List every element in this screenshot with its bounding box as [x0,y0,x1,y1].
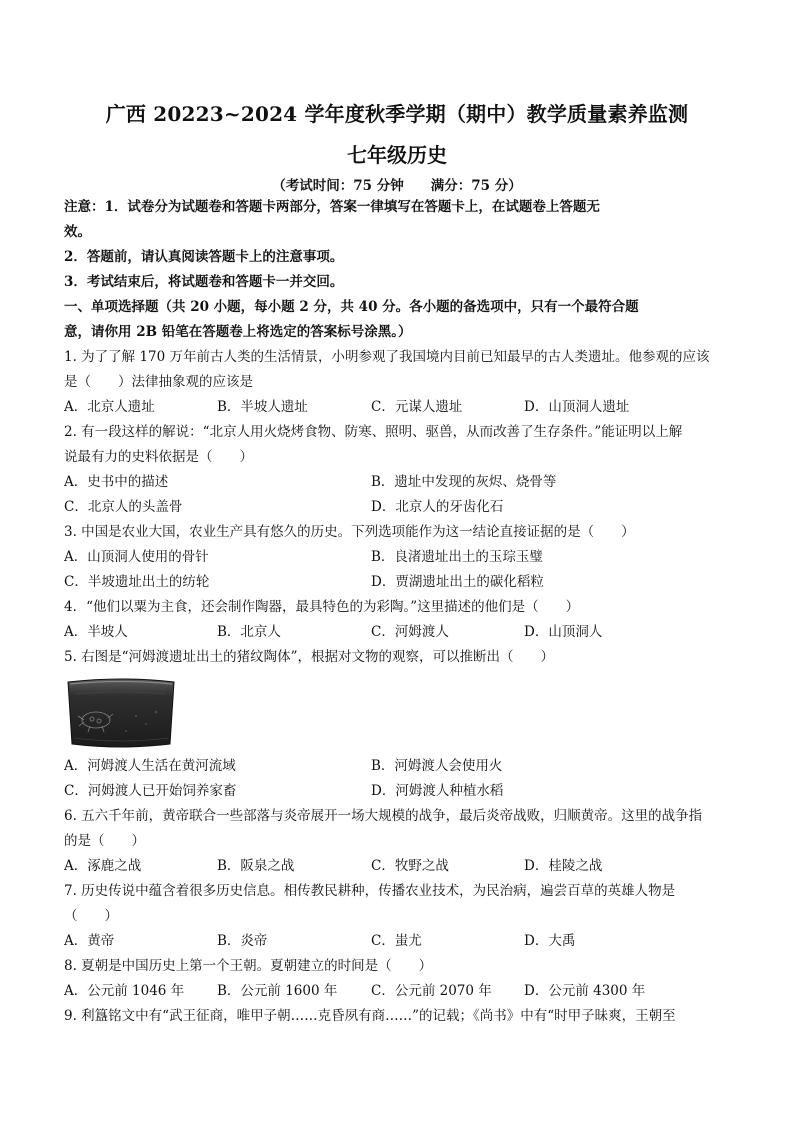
q1-option-a: A．北京人遗址 [64,399,155,415]
section-heading-line-1: 一、单项选择题（共 20 小题，每小题 2 分，共 40 分。各小题的备选项中，只有一个最符合题 [64,299,639,315]
section-heading-line-2: 意，请你用 2B 铅笔在答题卷上将选定的答案标号涂黑。） [64,324,412,340]
q3-option-a: A．山顶洞人使用的骨针 [64,549,209,565]
question-1-stem: 1. 为了了解 170 万年前古人类的生活情景，小明参观了我国境内目前已知最早的古人类遗址。他参观的应该 [64,349,710,365]
question-5-stem: 5. 右图是“河姆渡遗址出土的猪纹陶体”，根据对文物的观察，可以推断出（ ） [64,649,554,665]
notice-line-3: 3．考试结束后，将试题卷和答题卡一并交回。 [64,274,344,290]
q3-option-d: D．贾湖遗址出土的碳化稻粒 [371,574,544,590]
q1-option-d: D．山顶洞人遗址 [524,399,630,415]
q3-option-c: C．半坡遗址出土的纺轮 [64,574,210,590]
q1-option-b: B．半坡人遗址 [217,399,308,415]
q7-option-b: B．炎帝 [217,933,268,949]
q2-option-b: B．遗址中发现的灰烬、烧骨等 [371,474,557,490]
exam-subject: 七年级历史 [347,143,447,167]
q7-option-d: D．大禹 [524,933,576,949]
q7-option-a: A．黄帝 [64,933,115,949]
q3-option-b: B．良渚遗址出土的玉琮玉璧 [371,549,543,565]
q8-option-b: B．公元前 1600 年 [217,983,338,999]
q7-option-c: C．蚩尤 [371,933,422,949]
q8-option-a: A．公元前 1046 年 [64,983,185,999]
q1-option-c: C．元谋人遗址 [371,399,463,415]
q2-option-c: C．北京人的头盖骨 [64,499,183,515]
notice-line-1: 注意：1．试卷分为试题卷和答题卡两部分，答案一律填写在答题卡上，在试题卷上答题无 [64,199,600,215]
q8-option-d: D．公元前 4300 年 [524,983,646,999]
question-6-stem-cont: 的是（ ） [64,833,145,849]
question-6-stem: 6. 五六千年前，黄帝联合一些部落与炎帝展开一场大规模的战争，最后炎帝战败，归顺黄帝。这里的战争指 [64,808,703,824]
q6-option-c: C．牧野之战 [371,858,449,874]
pottery-artifact-image [66,676,176,750]
q5-option-c: C．河姆渡人已开始饲养家畜 [64,783,237,799]
q5-option-d: D．河姆渡人种植水稻 [371,783,504,799]
notice-line-1-cont: 效。 [64,224,91,240]
q4-option-c: C．河姆渡人 [371,624,449,640]
q5-option-b: B．河姆渡人会使用火 [371,758,503,774]
notice-line-2: 2．答题前，请认真阅读答题卡上的注意事项。 [64,249,344,265]
q4-option-b: B．北京人 [217,624,281,640]
q4-option-d: D．山顶洞人 [524,624,603,640]
q6-option-b: B．阪泉之战 [217,858,295,874]
question-7-stem: 7. 历史传说中蕴含着很多历史信息。相传教民耕种，传播农业技术，为民治病，遍尝百草的英雄人物是 [64,883,676,899]
q2-option-d: D．北京人的牙齿化石 [371,499,504,515]
question-9-stem: 9. 利簋铭文中有“武王征商，唯甲子朝……克昏夙有商……”的记载；《尚书》中有“时甲子昧爽，王朝至 [64,1008,676,1024]
question-4-stem: 4．“他们以粟为主食，还会制作陶器，最具特色的为彩陶。”这里描述的他们是（ ） [64,599,580,615]
exam-time-score: （考试时间：75 分钟 满分：75 分） [272,178,522,194]
question-2-stem: 2. 有一段这样的解说：“北京人用火烧烤食物、防寒、照明、驱兽，从而改善了生存条件。”能证明以上解 [64,424,683,440]
q8-option-c: C．公元前 2070 年 [371,983,492,999]
q4-option-a: A．半坡人 [64,624,128,640]
question-1-stem-cont: 是（ ）法律抽象观的应该是 [64,374,253,390]
q5-option-a: A．河姆渡人生活在黄河流域 [64,758,236,774]
q6-option-d: D．桂陵之战 [524,858,603,874]
question-3-stem: 3. 中国是农业大国，农业生产具有悠久的历史。下列选项能作为这一结论直接证据的是（ ） [64,524,635,540]
q2-option-a: A．史书中的描述 [64,474,169,490]
question-2-stem-cont: 说最有力的史料依据是（ ） [64,449,253,465]
question-8-stem: 8. 夏朝是中国历史上第一个王朝。夏朝建立的时间是（ ） [64,958,433,974]
question-7-stem-cont: （ ） [64,908,118,924]
exam-title: 广西 20223~2024 学年度秋季学期（期中）教学质量素养监测 [105,102,689,126]
q6-option-a: A．涿鹿之战 [64,858,142,874]
